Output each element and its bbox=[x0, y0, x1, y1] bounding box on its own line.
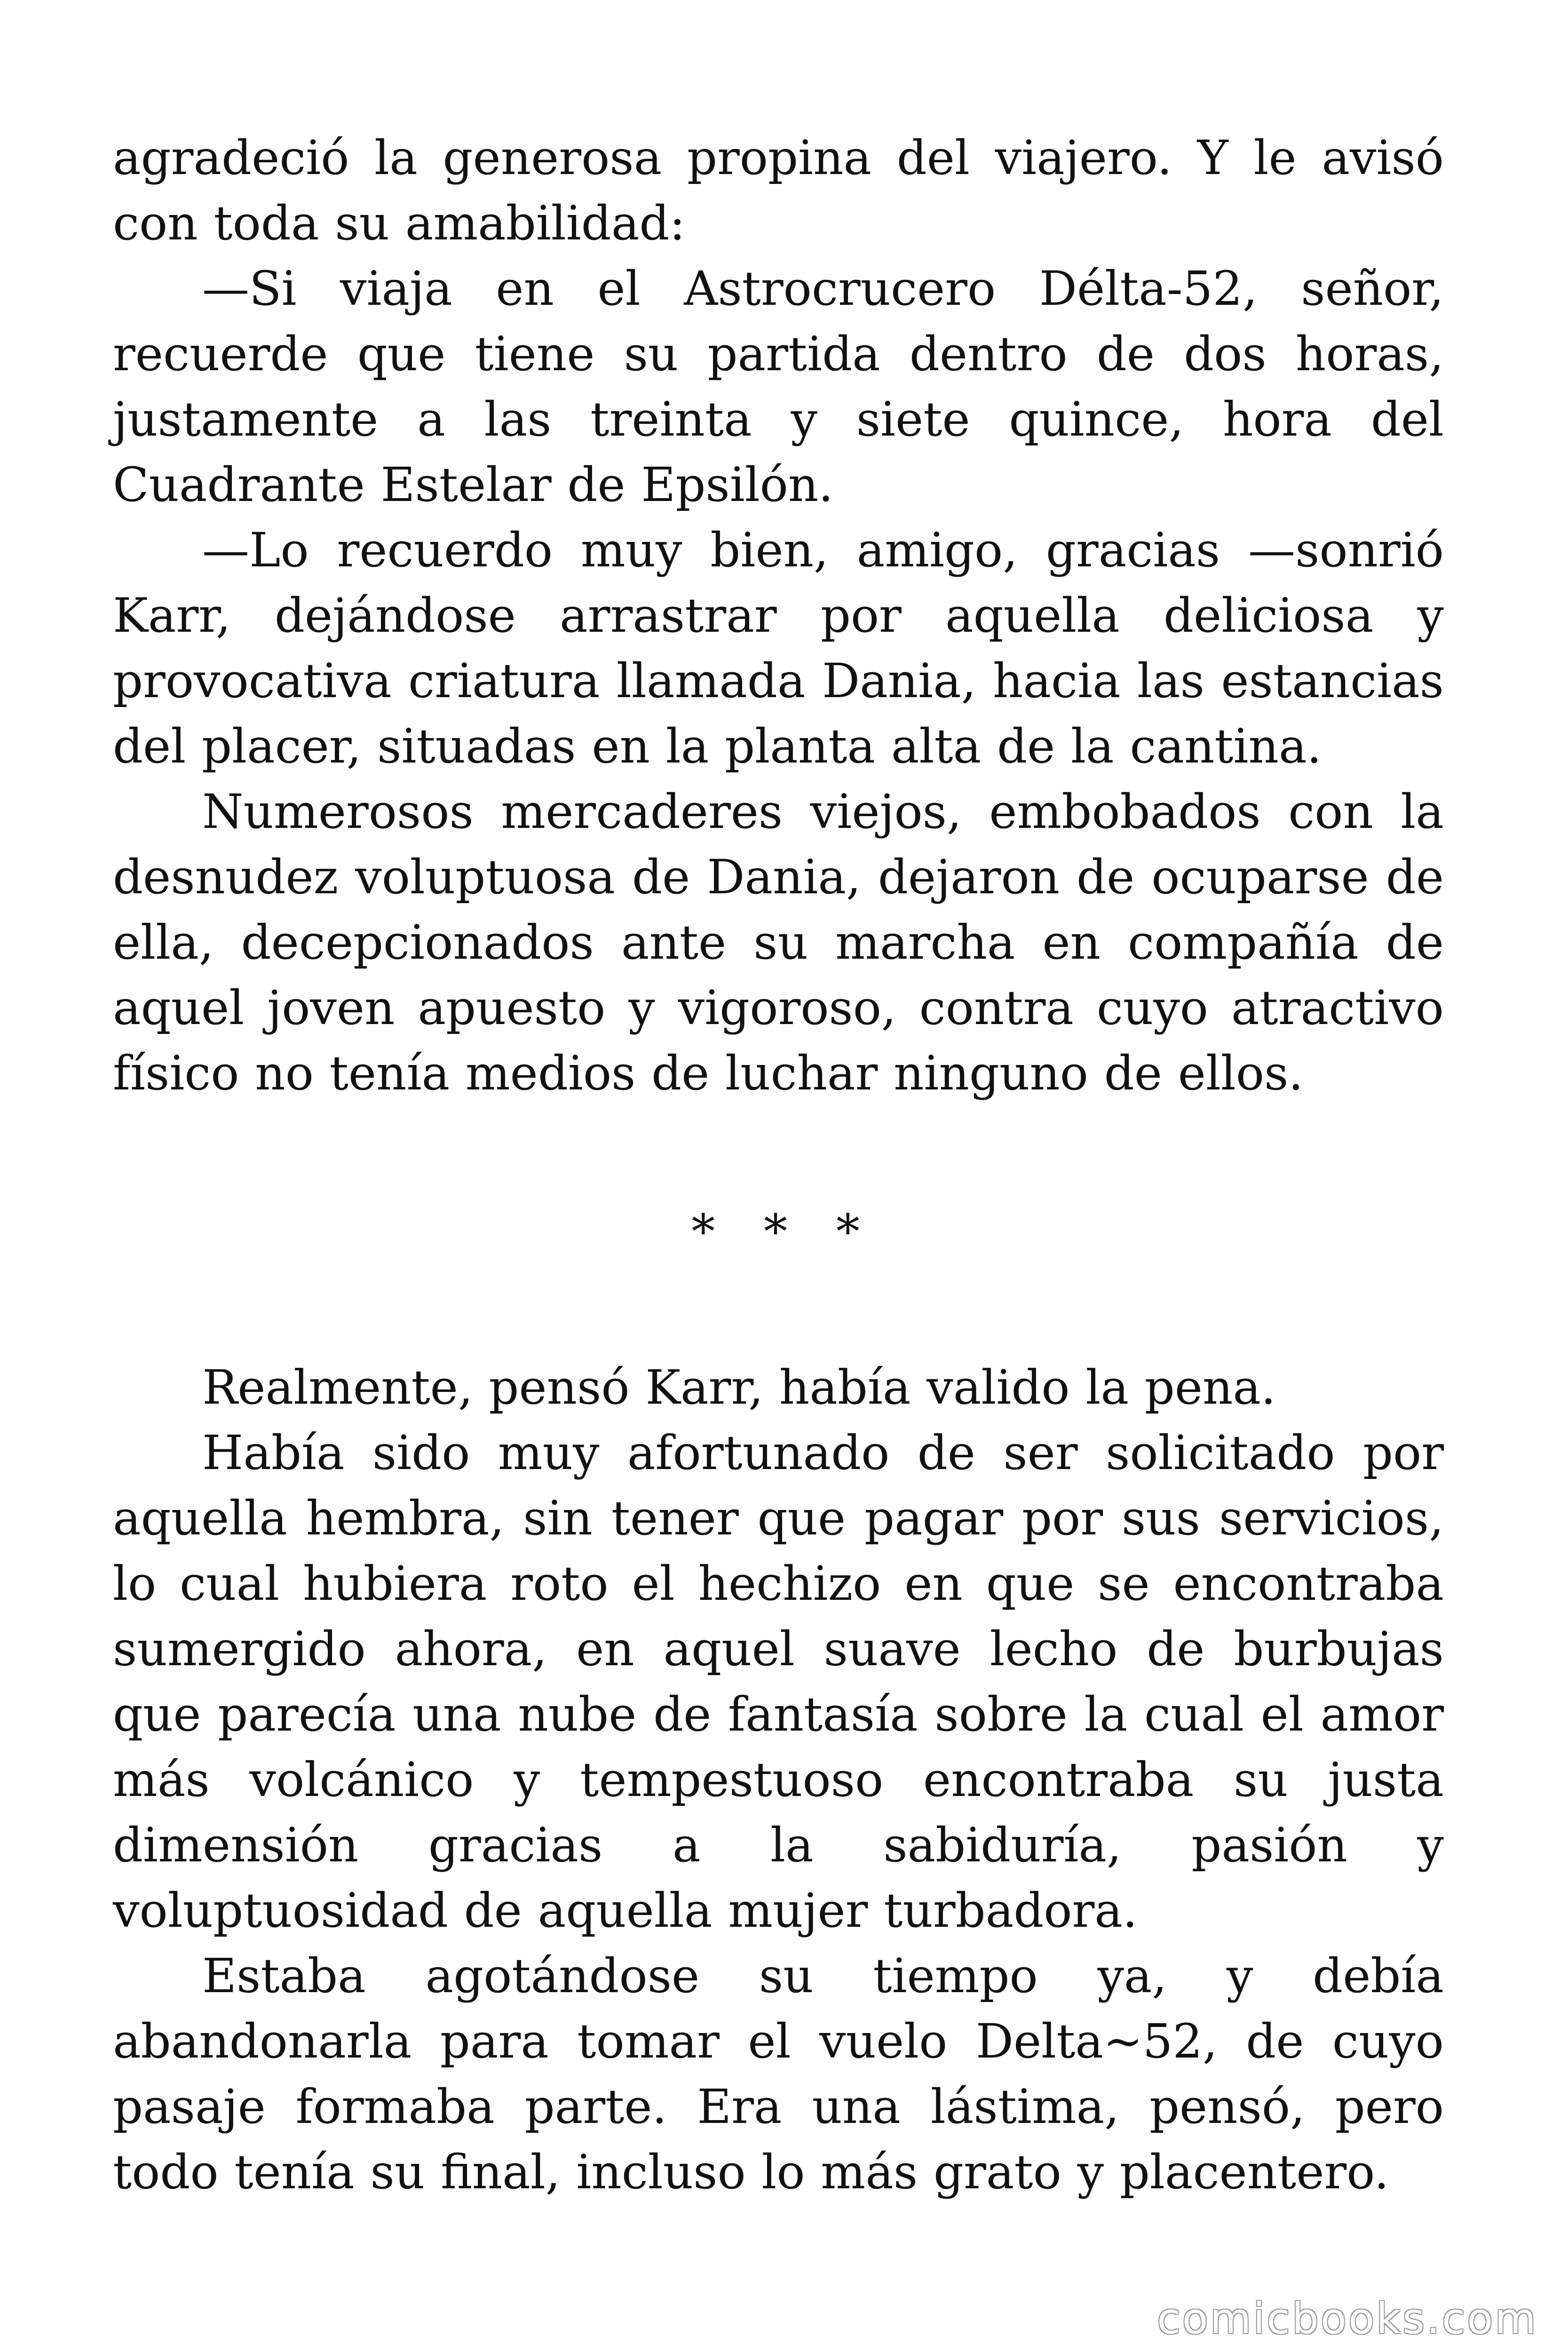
paragraph-realmente: Realmente, pensó Karr, había valido la pena. bbox=[202, 1360, 1276, 1415]
text-section-bottom bbox=[113, 1355, 1444, 2205]
paragraph-dialogue-karr: —Lo recuerdo muy bien, amigo, gracias —sonrió Karr, dejándose arrastrar por aquella deliciosa y provocativa criatura llamada Dania, hacia las estancias del placer, situadas en la planta alta de la cantina. bbox=[113, 523, 1444, 774]
paragraph-dialogue-porter: —Si viaja en el Astrocrucero Délta-52, señor, recuerde que tiene su partida dentro de dos horas, justamente a las treinta y siete quince, hora del Cuadrante Estelar de Epsilón. bbox=[113, 261, 1444, 512]
paragraph-continuation: agradeció la generosa propina del viajero. Y le avisó con toda su amabilidad: bbox=[113, 130, 1444, 251]
text-section-top bbox=[113, 125, 1444, 1106]
paragraph-agotandose: Estaba agotándose su tiempo ya, y debía abandonarla para tomar el vuelo Delta~52, de cuyo pasaje formaba parte. Era una lástima, pensó, pero todo tenía su final, incluso lo más grato y placentero. bbox=[113, 1948, 1444, 2200]
watermark-logo: comicbooks.com bbox=[1157, 2294, 1538, 2344]
paragraph-merchants: Numerosos mercaderes viejos, embobados con la desnudez voluptuosa de Dania, dejaron de ocuparse de ella, decepcionados ante su marcha en compañía de aquel joven apuesto y vigoroso, contra cuyo atractivo físico no tenía medios de luchar ninguno de ellos. bbox=[113, 784, 1444, 1101]
scene-separator: * * * bbox=[691, 1204, 877, 1259]
paragraph-afortunado: Había sido muy afortunado de ser solicitado por aquella hembra, sin tener que pagar por sus servicios, lo cual hubiera roto el hechizo en que se encontraba sumergido ahora, en aquel suave lecho de burbujas que parecía una nube de fantasía sobre la cual el amor más volcánico y tempestuoso encontraba su justa dimensión gracias a la sabiduría, pasión y voluptuosidad de aquella mujer turbadora. bbox=[113, 1425, 1444, 1938]
